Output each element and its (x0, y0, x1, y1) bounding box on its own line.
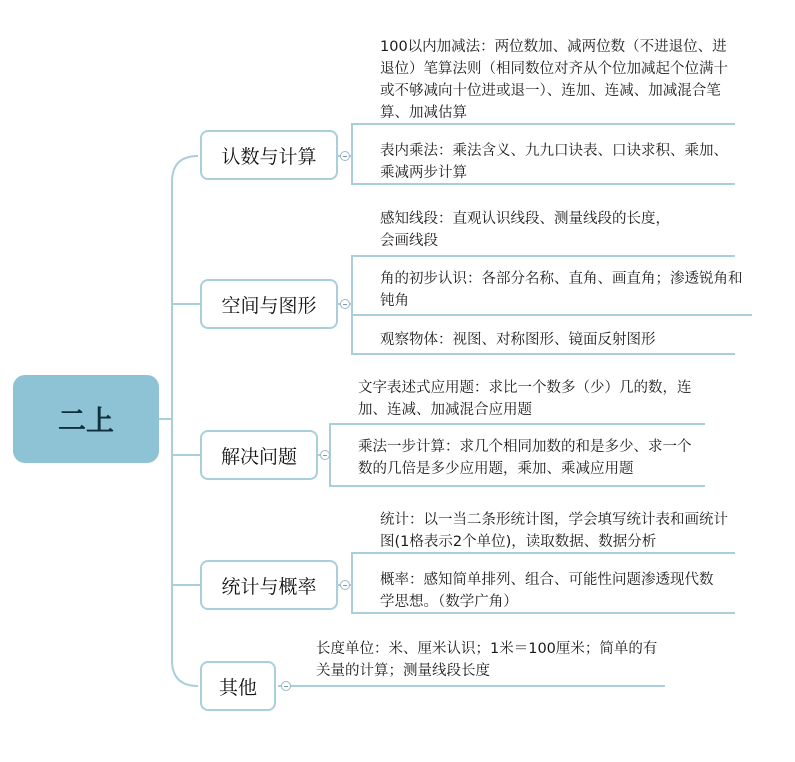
branch-node-number-and-calculation[interactable] (200, 130, 338, 180)
collapse-icon[interactable] (281, 681, 291, 691)
root-spine (172, 156, 198, 686)
leaf-angles: 角的初步认识：各部分名称、直角、画直角；渗透锐角和钝角 (380, 271, 743, 309)
leaf-word-problems: 文字表述式应用题：求比一个数多（少）几的数，连加、连减、加减混合应用题 (358, 380, 692, 418)
branch-node-problem-solving[interactable] (200, 430, 318, 480)
branch-node-other[interactable] (200, 661, 276, 711)
collapse-icon[interactable] (340, 151, 350, 161)
leaf-multiplication-problems: 乘法一步计算：求几个相同加数的和是多少、求一个数的几倍是多少应用题，乘加、乘减应用题 (358, 439, 692, 477)
branch-node-space-and-shapes[interactable] (200, 279, 338, 329)
leaf-probability: 概率：感知简单排列、组合、可能性问题渗透现代数学思想。（数学广角） (380, 572, 714, 610)
branch-label: 统计与概率 (221, 575, 317, 598)
leaf-multiplication-table: 表内乘法：乘法含义、九九口诀表、口诀求积、乘加、乘减两步计算 (380, 143, 728, 181)
leaf-length-units: 长度单位：米、厘米认识；1米＝100厘米；简单的有关量的计算；测量线段长度 (316, 641, 658, 679)
leaf-statistics: 统计：以一当二条形统计图，学会填写统计表和画统计图(1格表示2个单位)，读取数据、数据分析 (380, 512, 728, 550)
root-label: 二上 (57, 404, 114, 437)
branch-label: 空间与图形 (221, 294, 317, 317)
collapse-icon[interactable] (320, 450, 330, 460)
root-node[interactable] (13, 375, 159, 463)
branch-node-statistics-probability[interactable] (200, 560, 338, 610)
collapse-icon[interactable] (340, 299, 350, 309)
collapse-icon[interactable] (340, 580, 350, 590)
branch-label: 认数与计算 (221, 145, 317, 168)
leaf-observe-objects: 观察物体：视图、对称图形、镜面反射图形 (380, 332, 656, 348)
branch-label: 解决问题 (220, 445, 297, 468)
branch-label: 其他 (218, 676, 257, 699)
leaf-addition-subtraction: 100以内加减法：两位数加、减两位数（不进退位、进退位）笔算法则（相同数位对齐从个位加减起个位满十或不够减向十位进或退一）、连加、连减、加减混合笔算、加减估算 (380, 39, 728, 121)
leaf-line-segment: 感知线段：直观认识线段、测量线段的长度，会画线段 (380, 211, 670, 249)
